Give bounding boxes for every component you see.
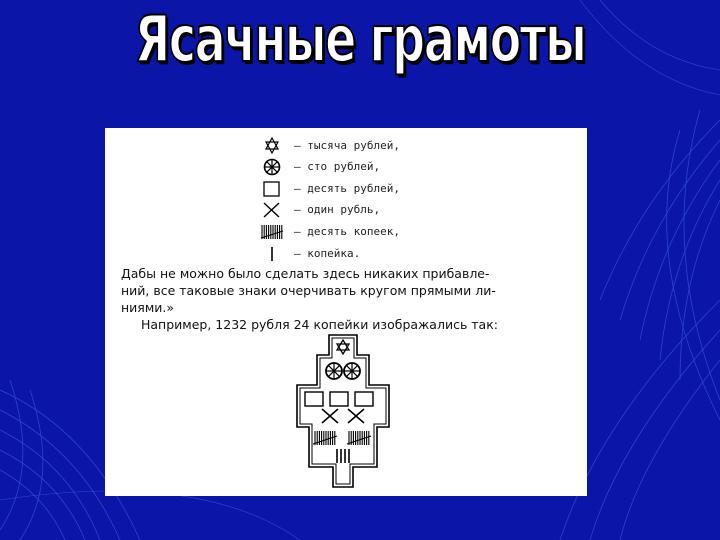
paragraph-line: ний, все таковые знаки очерчивать кругом прямыми ли- xyxy=(121,283,496,298)
paragraph-line: Дабы не можно было сделать здесь никаких прибавле- xyxy=(121,266,490,281)
square-icon xyxy=(260,179,284,199)
legend-item xyxy=(260,244,480,264)
wheel-icon xyxy=(344,363,360,379)
x-cross-icon xyxy=(348,409,364,423)
wheel-icon xyxy=(326,363,342,379)
legend-text: — тысяча рублей, xyxy=(294,139,400,152)
star-of-david-icon xyxy=(337,340,349,354)
x-cross-icon xyxy=(260,200,284,220)
square-icon xyxy=(305,392,323,406)
document-image xyxy=(105,128,587,496)
square-icon xyxy=(355,392,373,406)
legend-text: — сто рублей, xyxy=(294,160,381,173)
legend-text: — копейка. xyxy=(294,247,361,260)
yasak-number-diagram xyxy=(291,333,395,489)
square-icon xyxy=(330,392,348,406)
legend-item xyxy=(260,136,480,156)
diagram-outline-inner xyxy=(300,338,386,484)
paragraph-line: Например, 1232 рубля 24 копейки изображались так: xyxy=(141,317,498,332)
legend-item xyxy=(260,200,480,220)
diagram-outline xyxy=(297,335,389,487)
star-of-david-icon xyxy=(260,136,284,156)
ten-strokes-icon xyxy=(347,431,371,445)
legend-text: — десять рублей, xyxy=(294,182,400,195)
legend-text: — один рубль, xyxy=(294,203,381,216)
single-stroke-icon xyxy=(260,244,284,264)
paragraph-line: ниями.» xyxy=(121,300,174,315)
x-cross-icon xyxy=(322,409,338,423)
slide-title: Ясачные грамоты xyxy=(134,3,586,77)
wheel-icon xyxy=(260,157,284,177)
legend-text: — десять копеек, xyxy=(294,225,400,238)
ten-strokes-icon xyxy=(260,222,284,242)
legend-item xyxy=(260,179,480,199)
ten-strokes-icon xyxy=(313,431,337,445)
legend-item xyxy=(260,157,480,177)
legend-item xyxy=(260,222,480,242)
